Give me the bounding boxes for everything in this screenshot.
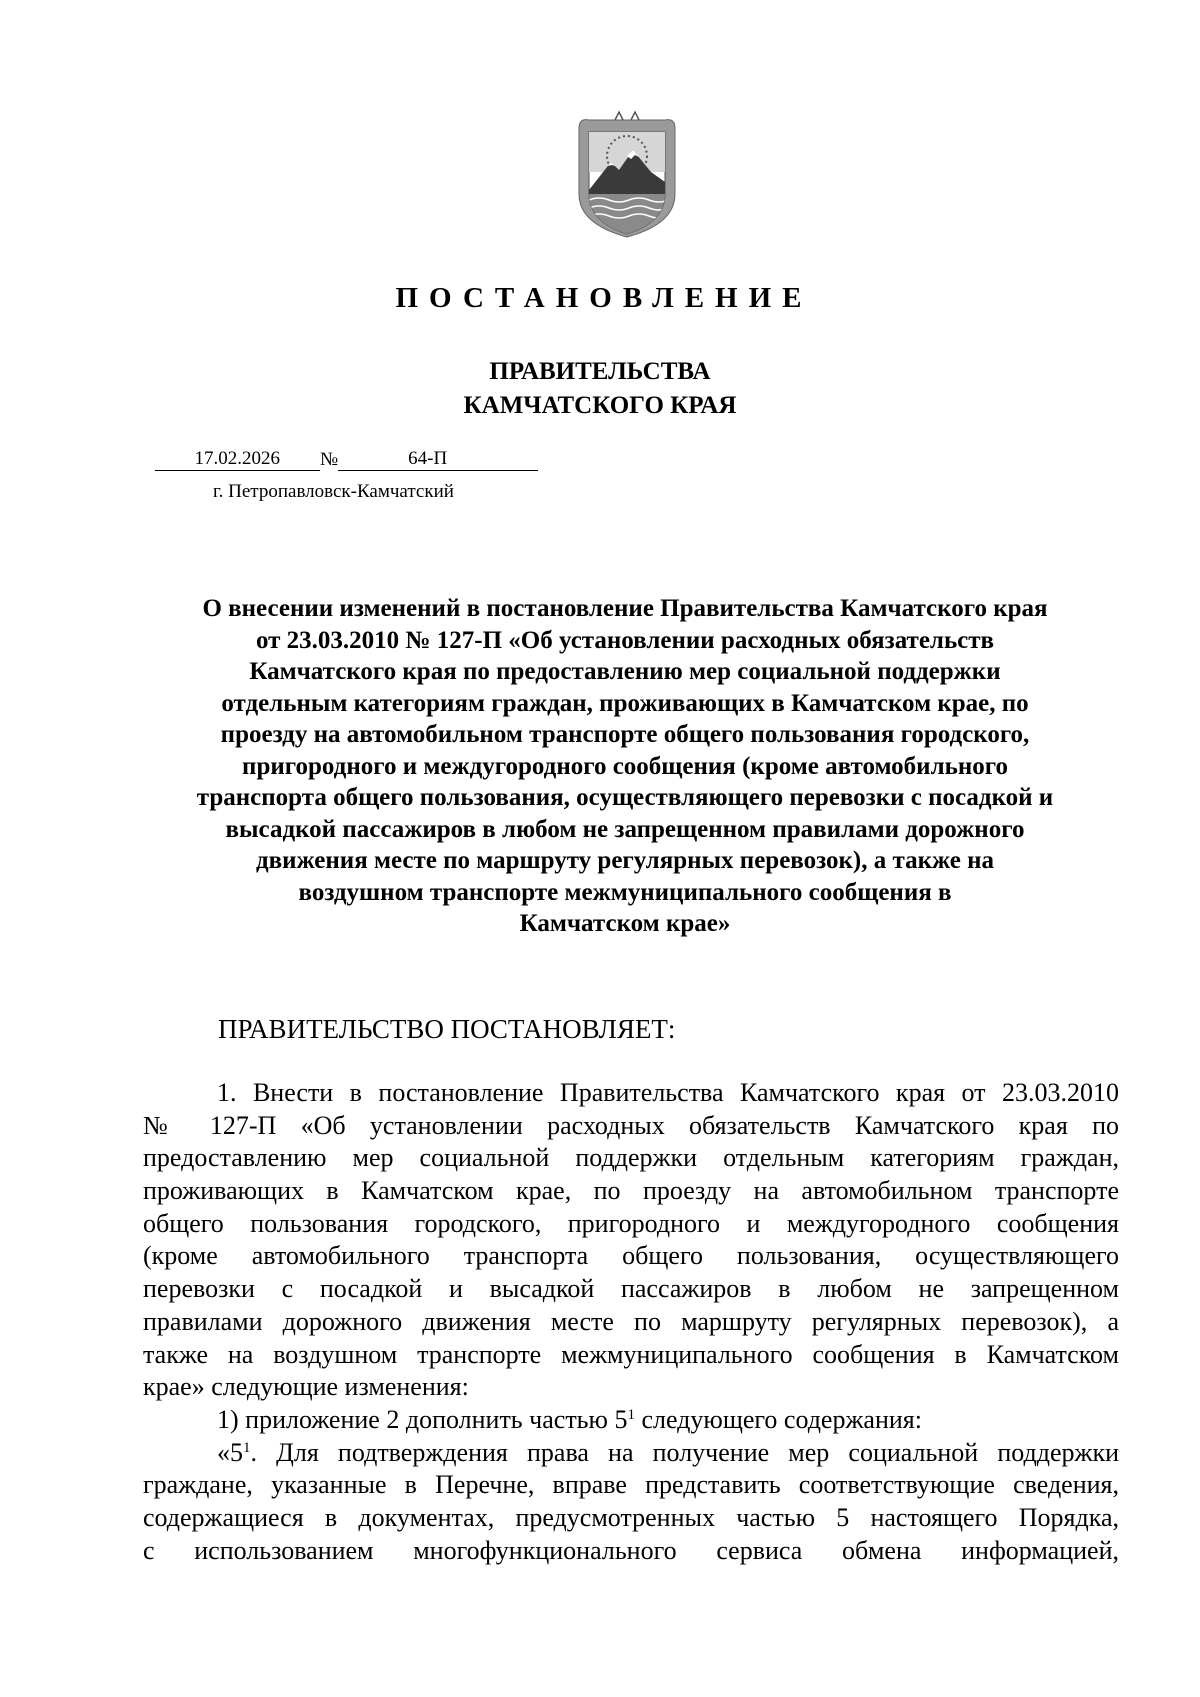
body-line: проживающих в Камчатском крае, по проезду на автомобильном транспорте (143, 1176, 1119, 1206)
document-date: 17.02.2026 (155, 448, 290, 471)
number-sign: № (320, 449, 339, 470)
title-line: движения месте по маршруту регулярных перевозок), а также на (255, 847, 995, 874)
coat-of-arms-icon (575, 110, 679, 238)
document-city: г. Петропавловск-Камчатский (213, 481, 454, 502)
body-line: № 127-П «Об установлении расходных обязательств Камчатского края по (143, 1110, 1119, 1140)
superscript: 1 (243, 1439, 251, 1456)
quote-first-line (143, 1437, 1119, 1470)
body-line: содержащиеся в документах, предусмотренных частью 5 настоящего Порядка, (143, 1502, 1119, 1532)
body-line: правилами дорожного движения месте по маршруту регулярных перевозок), а (143, 1306, 1119, 1336)
document-title (130, 593, 1120, 940)
quote-text-end: . Для подтверждения права на получение мер социальной поддержки (250, 1437, 1119, 1467)
resolution-heading: ПРАВИТЕЛЬСТВО ПОСТАНОВЛЯЕТ: (218, 1014, 676, 1044)
document-body (143, 1077, 1119, 1567)
item-1-text: 1) приложение 2 дополнить частью 5 (217, 1404, 628, 1434)
authority-line: КАМЧАТСКОГО КРАЯ (463, 392, 737, 419)
superscript: 1 (627, 1406, 635, 1423)
body-line: с использованием многофункционального сервиса обмена информацией, (143, 1535, 1119, 1565)
issuing-authority (0, 355, 1200, 423)
item-1-line (143, 1404, 1119, 1437)
title-line: проезду на автомобильном транспорте общего пользования городского, (220, 721, 1030, 748)
body-line: предоставлению мер социальной поддержки отдельным категориям граждан, (143, 1143, 1119, 1173)
quote-text: «5 (217, 1437, 243, 1467)
title-line: транспорта общего пользования, осуществляющего перевозки с посадкой и (196, 784, 1054, 811)
document-number: 64-П (338, 448, 538, 471)
title-line: Камчатском крае» (519, 910, 731, 937)
date-number-row (155, 448, 538, 471)
title-line: Камчатского края по предоставлению мер социальной поддержки (249, 658, 1001, 685)
body-line: общего пользования городского, пригородного и междугородного сообщения (143, 1208, 1119, 1238)
body-line: 1. Внести в постановление Правительства Камчатского края от 23.03.2010 (217, 1078, 1119, 1107)
body-line: перевозки с посадкой и высадкой пассажиров в любом не запрещенном (143, 1274, 1119, 1304)
date-underline-gap (290, 470, 320, 471)
body-line: (кроме автомобильного транспорта общего пользования, осуществляющего (143, 1241, 1119, 1271)
title-line: пригородного и междугородного сообщения (кроме автомобильного (242, 752, 1008, 780)
title-line: высадкой пассажиров в любом не запрещенном правилами дорожного (225, 815, 1025, 843)
title-line: отдельным категориям граждан, проживающих в Камчатском крае, по (221, 689, 1029, 717)
title-line: воздушном транспорте межмуниципального сообщения в (298, 878, 952, 906)
title-line: О внесении изменений в постановление Правительства Камчатского края (202, 595, 1048, 622)
item-1-text-end: следующего содержания: (634, 1404, 922, 1434)
body-line: граждане, указанные в Перечне, вправе представить соответствующие сведения, (143, 1470, 1119, 1500)
document-type: ПОСТАНОВЛЕНИЕ (395, 282, 813, 314)
body-line: также на воздушном транспорте межмуниципального сообщения в Камчатском (143, 1339, 1119, 1369)
body-line: крае» следующие изменения: (143, 1372, 469, 1402)
authority-line: ПРАВИТЕЛЬСТВА (489, 358, 711, 385)
title-line: от 23.03.2010 № 127-П «Об установлении расходных обязательств (255, 626, 995, 654)
